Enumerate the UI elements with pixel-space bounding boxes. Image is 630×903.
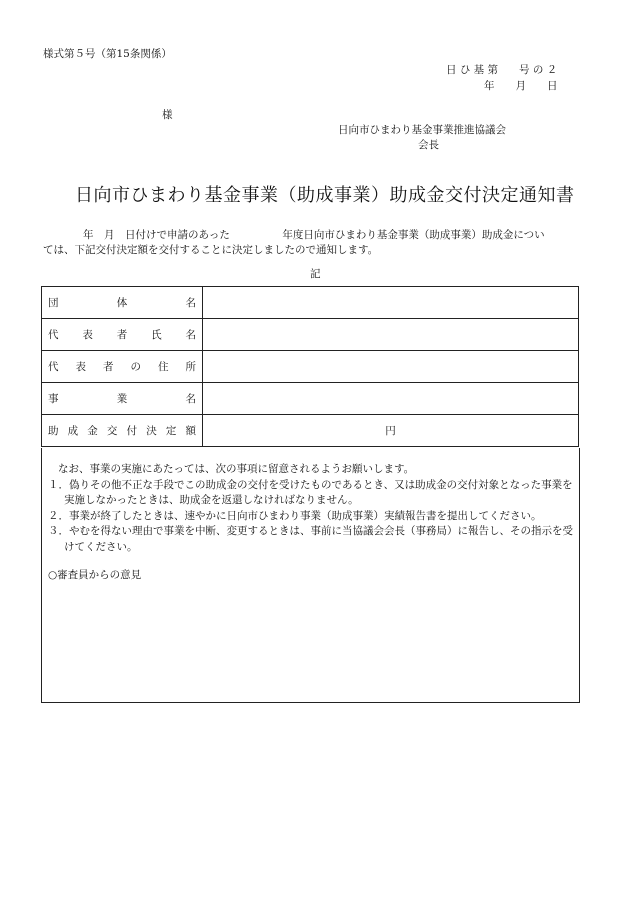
row-label: [42, 287, 203, 319]
row-label-char: 名: [185, 329, 196, 341]
row-label-char: 額: [185, 425, 196, 437]
row-label-char: 所: [185, 361, 196, 373]
row-label-char: 者: [116, 329, 128, 341]
row-label-char: 団: [48, 297, 59, 309]
row-label: [42, 319, 203, 351]
row-label-char: 体: [116, 297, 128, 309]
row-label-char: 交: [106, 425, 118, 437]
table-row: [42, 319, 579, 351]
body-text-line-2: ては、下記交付決定額を交付することに決定しましたので通知します。: [43, 244, 379, 256]
table-row: [42, 351, 579, 383]
note-item-2: ２．事業が終了したときは、速やかに日向市ひまわり事業（助成事業）実績報告書を提出してください。: [48, 509, 542, 522]
row-label-char: 表: [75, 361, 86, 373]
note-item-3: ３．やむを得ない理由で事業を中断、変更するときは、事前に当協議会会長（事務局）に報告し、その指示を受けてください。: [48, 525, 573, 553]
issue-date: 年 月 日: [484, 80, 558, 92]
row-label-char: 住: [158, 361, 169, 373]
row-label-char: 成: [67, 425, 79, 437]
row-label-char: の: [130, 361, 141, 373]
row-label-char: 金: [87, 425, 98, 437]
row-label: [42, 383, 203, 415]
row-label: [42, 351, 203, 383]
ki-marker: 記: [310, 268, 321, 280]
form-number: 様式第５号（第15条関係）: [43, 48, 172, 60]
row-label-char: 決: [146, 425, 157, 437]
row-label-char: 代: [48, 361, 59, 373]
row-value-field[interactable]: [203, 351, 579, 383]
row-label: [42, 415, 203, 447]
row-label-char: 定: [165, 425, 177, 437]
row-label-char: 表: [82, 329, 93, 341]
table-row: [42, 415, 579, 447]
row-label-char: 名: [185, 297, 196, 309]
note-item-1: １．偽りその他不正な手段でこの助成金の交付を受けたものであるとき、又は助成金の交付対象となった事業を実施しなかったときは、助成金を返還しなければなりません。: [48, 478, 573, 506]
table-row: [42, 287, 579, 319]
row-label-char: 代: [48, 329, 59, 341]
info-table: [41, 286, 579, 447]
reviewer-opinion-label: ○審査員からの意見: [48, 569, 142, 581]
row-label-char: 者: [103, 361, 114, 373]
notes-box: [41, 448, 580, 703]
row-label-char: 付: [126, 425, 138, 437]
notes-section: [48, 462, 573, 584]
row-label-char: 業: [116, 393, 128, 405]
sender-title: 会長: [418, 139, 439, 151]
document-number: 日 ひ 基 第 号 の ２: [446, 64, 558, 76]
row-value-field[interactable]: [203, 287, 579, 319]
sender-organization: 日向市ひまわり基金事業推進協議会: [338, 124, 506, 136]
row-label-char: 助: [48, 425, 59, 437]
row-label-char: 氏: [151, 329, 162, 341]
addressee-suffix: 様: [162, 109, 173, 121]
row-label-char: 事: [48, 393, 59, 405]
document-title: 日向市ひまわり基金事業（助成事業）助成金交付決定通知書: [75, 185, 575, 206]
row-label-char: 名: [185, 393, 196, 405]
row-value-field[interactable]: 円: [203, 415, 579, 447]
notes-intro: なお、事業の実施にあたっては、次の事項に留意されるようお願いします。: [58, 463, 415, 475]
body-text-line-1: 年 月 日付けで申請のあった 年度日向市ひまわり基金事業（助成事業）助成金につい: [83, 229, 545, 241]
table-row: [42, 383, 579, 415]
row-value-field[interactable]: [203, 383, 579, 415]
row-value-field[interactable]: [203, 319, 579, 351]
